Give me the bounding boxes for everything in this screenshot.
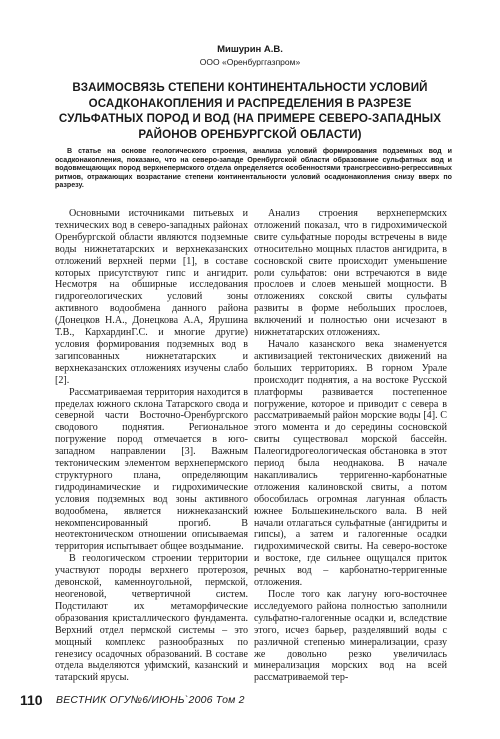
paragraph: Начало казанского века знаменуется активизацией тектонических движений на больших территориях. В горном Урале происходит поднятия, а на востоке Русской платформы развивается постепенное погружение, которое и приводит с севера в рассматриваемый район морские воды [4]. С этого момента и до середины сосновской свиты существовал морской бассейн. Палеогидрогеологическая обстановка в этот период была неоднакова. В начале накапливались терригенно-карбонатные отложения калиновской свиты, а потом обособилась огромная лагунная область южнее Большекинельского вала. В ней начали отлагаться сульфатные (ангидриты и гипсы), а затем и галогенные осадки гидрохимической свиты. На северо-востоке и востоке, где сильнее ощущался приток речных вод – карбонатно-терригенные отложения. (254, 338, 447, 589)
paragraph: После того как лагуну юго-восточнее исследуемого района полностью заполнили сульфатно-галогенные осадки и, вследствие этого, исчез барьер, разделявший воды с различной степенью минерализации, сразу же довольно резко увеличилась минерализация морских вод на всей рассматриваемой тер- (254, 589, 447, 684)
author-organization: ООО «Оренбурггазпром» (199, 57, 301, 67)
author-name: Мишурин А.В. (217, 44, 283, 55)
left-column (55, 208, 248, 684)
paragraph: Анализ строения верхнепермских отложений показал, что в гидрохимической свите сульфатные породы встречены в виде относительно мощных пластов ангидрита, в сосновской свите происходит уменьшение роли сульфатов: они встречаются в виде прослоев и слоев меньшей мощности. В отложениях сокской свиты сульфаты развиты в форме небольших прослоев, включений и полностью они исчезают в нижнетатарских отложениях. (254, 208, 447, 339)
page-number: 110 (20, 692, 43, 708)
journal-name: ВЕСТНИК ОГУ№6/ИЮНЬ`2006 Том 2 (56, 694, 245, 706)
right-column (254, 208, 447, 684)
abstract-text: В статье на основе геологического строения, анализа условий формирования подземных вод и осадконакопления, показано, что на северо-западе Оренбургской области образование сульфатных вод и водовмещающих пород верхнепермского отдела определяется особенностями трансгрессивно-регрессивных ритмов, отражающих возрастание степени континентальности условий осадконакопления снизу вверх по разрезу. (55, 147, 452, 189)
paragraph: В геологическом строении территории участвуют породы верхнего протерозоя, девонской, каменноугольной, пермской, неогеновой, четвертичной систем. Подстилают их метаморфические образования кристаллического фундамента. Верхний отдел пермской системы – это мощный комплекс разнообразных по генезису осадочных образований. В составе отдела выделяются уфимский, казанский и татарский ярусы. (55, 553, 248, 684)
abstract (55, 147, 452, 190)
article-title: ВЗАИМОСВЯЗЬ СТЕПЕНИ КОНТИНЕНТАЛЬНОСТИ УСЛОВИЙ ОСАДКОНАКОПЛЕНИЯ И РАСПРЕДЕЛЕНИЯ В РАЗРЕЗЕ СУЛЬФАТНЫХ ПОРОД И ВОД (НА ПРИМЕРЕ СЕВЕРО-ЗАПАДНЫХ РАЙОНОВ ОРЕНБУРГСКОЙ ОБЛАСТИ) (58, 81, 442, 141)
paragraph: Рассматриваемая территория находится в пределах южного склона Татарского свода и северной части Восточно-Оренбургского сводового поднятия. Региональное погружение пород отмечается в юго-западном направлении [3]. Важным тектоническим элементом верхнепермского структурного плана, определяющим гидродинамические и гидрохимические условия подземных вод зоны активного водообмена, является нижнеказанский некомпенсированный прогиб. В неотектоническом отношении описываемая территория испытывает общее воздымание. (55, 386, 248, 553)
paragraph: Основными источниками питьевых и технических вод в северо-западных районах Оренбургской области являются подземные воды нижнетатарских и верхнеказанских отложений верхней перми [1], в составе которых присутствуют гипс и ангидрит. Несмотря на обширные исследования гидрогеологических условий зоны активного водообмена данного района (Донецков Н.А., Донецкова А.А, Ярушина Т.В., КархардинГ.С. и многие другие) условия формирования подземных вод в загипсованных нижнетатарских и верхнеказанских отложениях изучены слабо [2]. (55, 208, 248, 386)
page-footer (20, 692, 480, 710)
